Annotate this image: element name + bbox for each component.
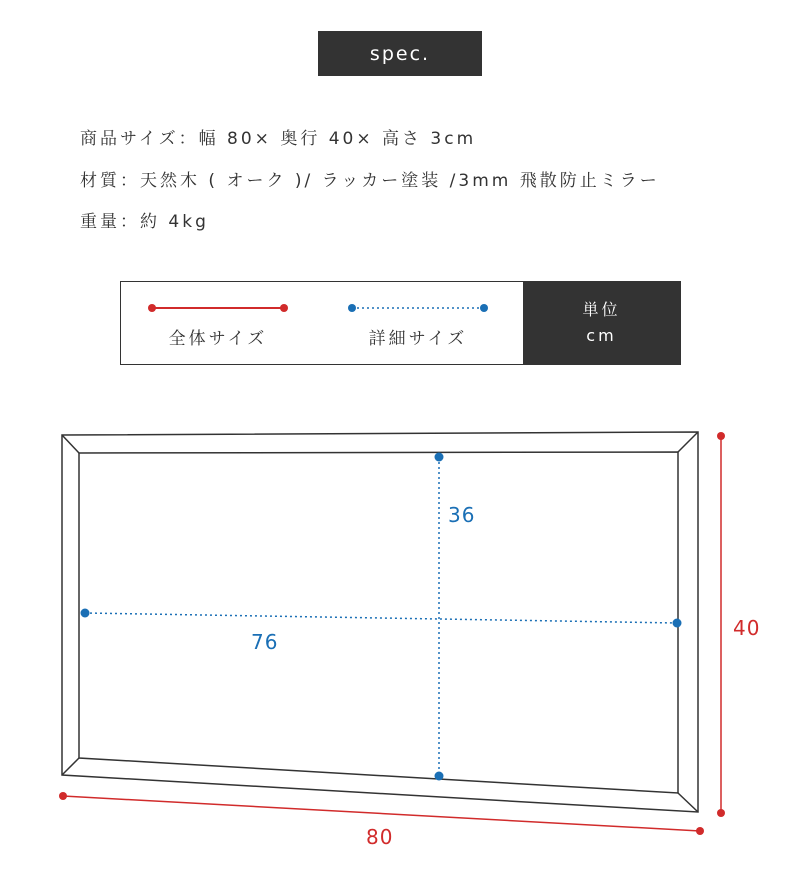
unit-title: 単位 — [582, 300, 621, 319]
legend-detail-label: 詳細サイズ — [368, 329, 468, 349]
legend-overall-label: 全体サイズ — [168, 329, 268, 349]
outer-height-start-dot — [717, 432, 725, 440]
inner-height-label: 36 — [448, 503, 476, 527]
outer-height-label: 40 — [733, 616, 761, 640]
spec-material: 材質：天然木 ( オーク )/ ラッカー塗装 /3mm 飛散防止ミラー — [80, 171, 660, 191]
outer-height-end-dot — [717, 809, 725, 817]
spec-weight: 重量：約 4kg — [80, 212, 209, 232]
inner-width-start-dot — [81, 609, 90, 618]
outer-width-start-dot — [59, 792, 67, 800]
inner-width-label: 76 — [251, 630, 279, 654]
outer-width-end-dot — [696, 827, 704, 835]
inner-width-end-dot — [673, 619, 682, 628]
spec-badge-label: spec. — [369, 42, 431, 65]
outer-width-label: 80 — [366, 825, 394, 849]
inner-height-start-dot — [435, 453, 444, 462]
spec-size: 商品サイズ：幅 80× 奥行 40× 高さ 3cm — [80, 129, 477, 149]
frame-inner — [79, 452, 678, 793]
unit-value: cm — [586, 326, 617, 345]
inner-height-end-dot — [435, 772, 444, 781]
